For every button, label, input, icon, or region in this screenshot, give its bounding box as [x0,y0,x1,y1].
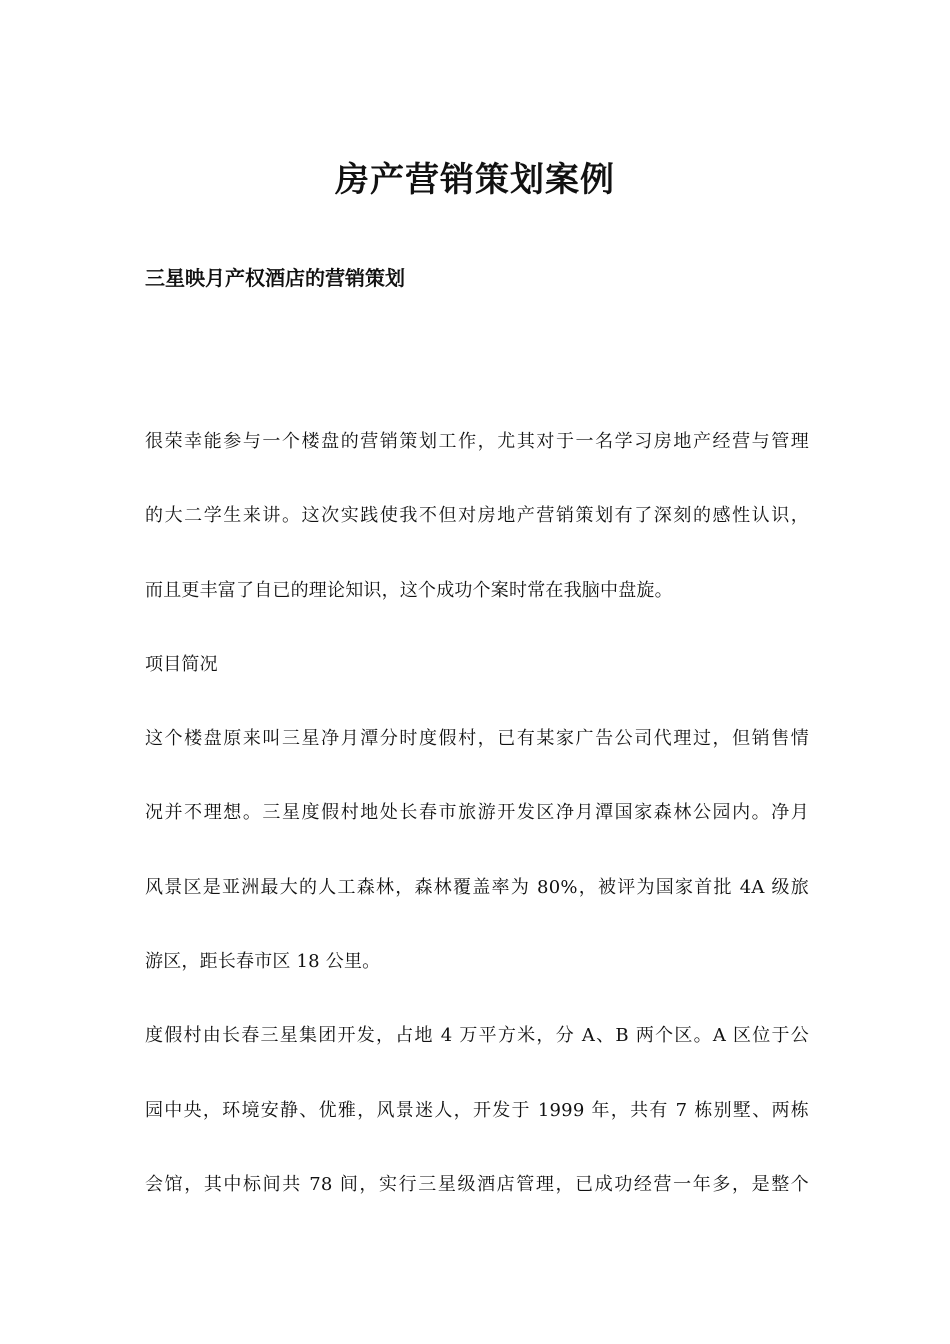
paragraph-line: 风景区是亚洲最大的人工森林，森林覆盖率为 80%，被评为国家首批 4A 级旅 [145,876,809,898]
document-subtitle: 三星映月产权酒店的营销策划 [145,266,405,290]
paragraph-line: 很荣幸能参与一个楼盘的营销策划工作，尤其对于一名学习房地产经营与管理 [145,431,809,452]
paragraph-line: 而且更丰富了自已的理论知识，这个成功个案时常在我脑中盘旋。 [145,579,673,601]
paragraph-line: 园中央，环境安静、优雅，风景迷人，开发于 1999 年，共有 7 栋别墅、两栋 [145,1099,809,1121]
paragraph-line: 会馆，其中标间共 78 间，实行三星级酒店管理，已成功经营一年多，是整个 [145,1173,809,1195]
paragraph-line: 游区，距长春市区 18 公里。 [145,951,381,973]
section-heading: 项目简况 [145,653,218,675]
paragraph-line: 这个楼盘原来叫三星净月潭分时度假村，已有某家广告公司代理过，但销售情 [145,728,809,750]
paragraph-line: 况并不理想。三星度假村地处长春市旅游开发区净月潭国家森林公园内。净月 [145,802,809,824]
document-body [145,423,809,1240]
paragraph-line: 度假村由长春三星集团开发，占地 4 万平方米，分 A、B 两个区。A 区位于公 [145,1025,809,1047]
paragraph-line: 的大二学生来讲。这次实践使我不但对房地产营销策划有了深刻的感性认识， [145,505,809,527]
document-title: 房产营销策划案例 [335,160,615,200]
